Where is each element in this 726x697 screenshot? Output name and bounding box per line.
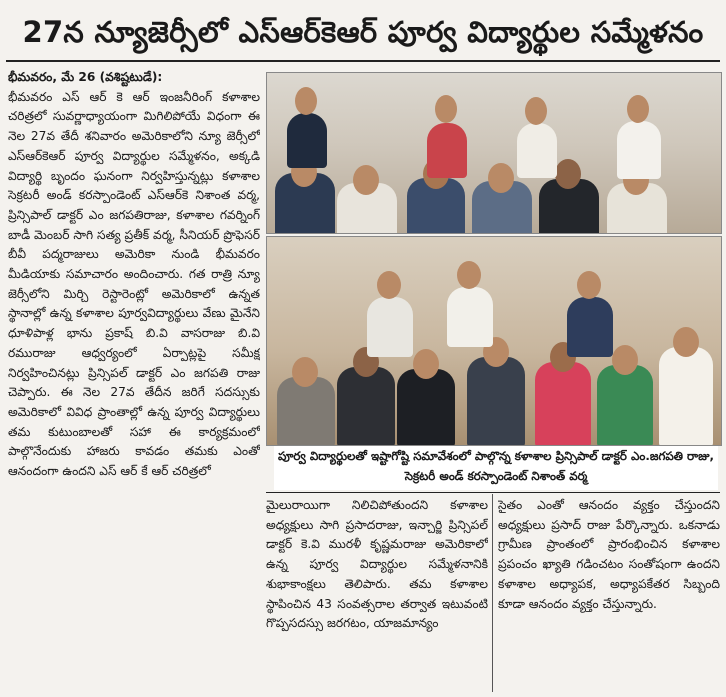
group-photo-top [266,72,722,234]
photo-caption: పూర్వ విద్యార్థులతో ఇష్టాగోష్టి సమావేశంలో పాల్గొన్న కళాశాల ప్రిన్సిపాల్ డాక్టర్ ఎం.జగపతి రాజు, సెక్రటరీ అండ్ కరస్పాండెంట్ నిశాంత్ వర్మ [274,446,718,490]
column-divider [492,494,493,692]
headline: 27న న్యూజెర్సీలో ఎస్ఆర్‌కెఆర్ పూర్వ విద్యార్థుల సమ్మేళనం [22,15,704,49]
dateline: భీమవరం, మే 26 (వశిష్టటుడే): [8,70,163,84]
group-photo-bottom [266,236,722,446]
right-column: సైతం ఎంతో ఆనందం వ్యక్తం చేస్తుందని అధ్యక్షులు ప్రసాద్ రాజు పేర్కొన్నారు. ఒకనాడు గ్రామీణ ప్రాంతంలో ప్రారంభించిన కళాశాల ప్రపంచం ఖ్యాతి గడించటం సంతోషంగా ఉందని కళాశాల అధ్యాపక, అధ్యాపకేతర సిబ్బంది కూడా ఆనందం వ్యక్తం చేస్తున్నారు. [498,498,720,611]
caption-rule [266,492,720,493]
left-column [8,68,260,693]
left-body-text: భీమవరం ఎస్ ఆర్ కె ఆర్ ఇంజనీరింగ్ కళాశాల చరిత్రలో సువర్ణాధ్యాయంగా మిగిలిపోయే విధంగా ఈ నెల 27వ తేదీ శనివారం అమెరికాలోని న్యూ జెర్సీలో ఎస్ఆర్‌కెఆర్ పూర్వ విద్యార్థుల సమ్మేళనం, అక్కడి విద్యార్థి బృందం ఘనంగా నిర్వహిస్తున్నట్లు కళాశాల సెక్రటరీ అండ్ కరస్పాండెంట్ ఎస్ఆర్‌కె నిశాంత వర్మ, ప్రిన్సిపాల్ డాక్టర్ ఎం జగపతిరాజు, కళాశాల గవర్నింగ్ బాడీ మెంబర్ సాగి సత్య ప్రతీక్ వర్మ, సీనియర్ ప్రొఫెసర్ బీవీ పద్మరాజులు అమెరికా నుండి భీమవరం మీడియాకు సమాచారం అందించారు. గత రాత్రి న్యూ జెర్సీలోని మిర్చి రెస్టారెంట్లో అమెరికాలో ఉన్నత స్థానాల్లో ఉన్న కళాశాల పూర్వవిద్యార్థులు వేణు మైనేని ధూళిపాళ్ల భాను ప్రకాష్ బి.వి వాసరాజు బి.వి రమురాజు ఆధ్వర్యంలో ఏర్పాట్లపై సమీక్ష నిర్వహించినట్లు ప్రిన్సిపల్ డాక్టర్ ఎం జగపతి రాజు చెప్పారు. ఈ నెల 27వ తేదీన జరిగే సదస్సుకు అమెరికాలో వివిధ ప్రాంతాల్లో ఉన్న పూర్వ విద్యార్థులు తమ కుటుంబాలతో సహా ఈ కార్యక్రమంలో పాల్గొనేందుకు హాజరు కావడం తమకు ఎంతో ఆనందంగా ఉందని ఎస్ ఆర్ కే ఆర్ చరిత్రలో [8,89,260,479]
middle-column: మైలురాయిగా నిలిచిపోతుందని కళాశాల అధ్యక్షులు సాగి ప్రసాదరాజు, ఇన్చార్జి ప్రిన్సిపల్ డాక్టర్ కె.వి మురళీ కృష్ణమరాజు అమెరికాలో ఉన్న పూర్వ విద్యార్థుల సమ్మేళనానికి శుభాకాంక్షలు తెలిపారు. తమ కళాశాల స్థాపించిన 43 సంవత్సరాల తర్వాత ఇటువంటి గొప్పసదస్సు జరగటం, యాజమాన్యం [266,498,488,631]
headline-rule [6,60,720,62]
